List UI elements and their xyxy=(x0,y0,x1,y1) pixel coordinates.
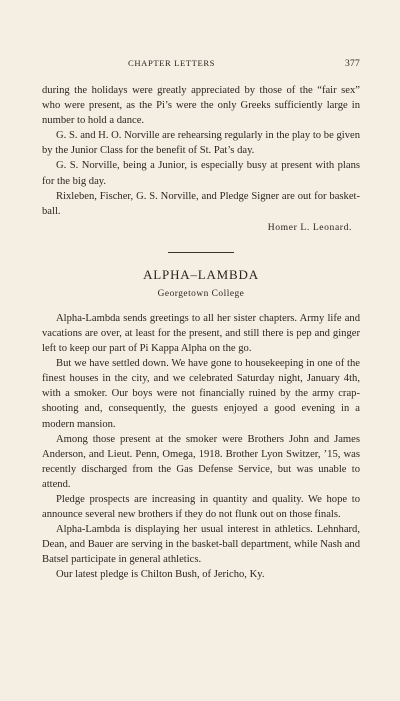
college-subheading: Georgetown College xyxy=(157,288,245,299)
page-number: 377 xyxy=(345,58,360,69)
paragraph: G. S. and H. O. Norville are rehearsing regularly in the play to be given by the Junior Class for the benefit of St. Pat’s day. xyxy=(42,130,360,157)
paragraph: Among those present at the smoker were Brothers John and James Anderson, and Lieut. Penn, Omega, 1918. Brother Lyon Switzer, ’15, was recently discharged from the Gas Defense Service, but was unable to attend. xyxy=(42,433,360,490)
divider-rule xyxy=(168,252,234,253)
paragraph: during the holidays were greatly appreciated by those of the “fair sex” who were present, as the Pi’s were the only Greeks sufficiently large in number to hold a dance. xyxy=(42,85,360,127)
letter-continuation xyxy=(42,83,360,233)
paragraph: Alpha-Lambda sends greetings to all her sister chapters. Army life and vacations are over, at least for the present, and still there is pep and ginger left to keep our part of Pi Kappa Alpha on the go. xyxy=(42,312,360,355)
chapter-letter-alpha-lambda xyxy=(42,267,360,583)
paragraph: Rixleben, Fischer, G. S. Norville, and Pledge Signer are out for basket-ball. xyxy=(42,190,360,217)
running-head-title: CHAPTER LETTERS xyxy=(128,58,216,68)
running-head xyxy=(42,58,360,69)
paragraph: Pledge prospects are increasing in quantity and quality. We hope to announce several new brothers if they do not flunk out on those finals. xyxy=(42,493,360,521)
paragraph: Our latest pledge is Chilton Bush, of Jericho, Ky. xyxy=(56,569,265,581)
paragraph: G. S. Norville, being a Junior, is especially busy at present with plans for the big day. xyxy=(42,160,360,187)
paragraph: Alpha-Lambda is displaying her usual interest in athletics. Lehnhard, Dean, and Bauer are serving in the basket-ball department, while Nash and Batsel participate in general athletics. xyxy=(42,524,360,566)
chapter-heading: ALPHA–LAMBDA xyxy=(143,266,259,282)
letter-signature: Homer L. Leonard. xyxy=(267,221,352,233)
section-divider xyxy=(42,241,360,249)
paragraph: But we have settled down. We have gone to housekeeping in one of the finest houses in the city, and we celebrated Saturday night, January 4th, with a smoker. Our boys were not financially ruined by the army crap-shooting and, consequently, the guests enjoyed a good evening in a modern mansion. xyxy=(42,358,360,430)
